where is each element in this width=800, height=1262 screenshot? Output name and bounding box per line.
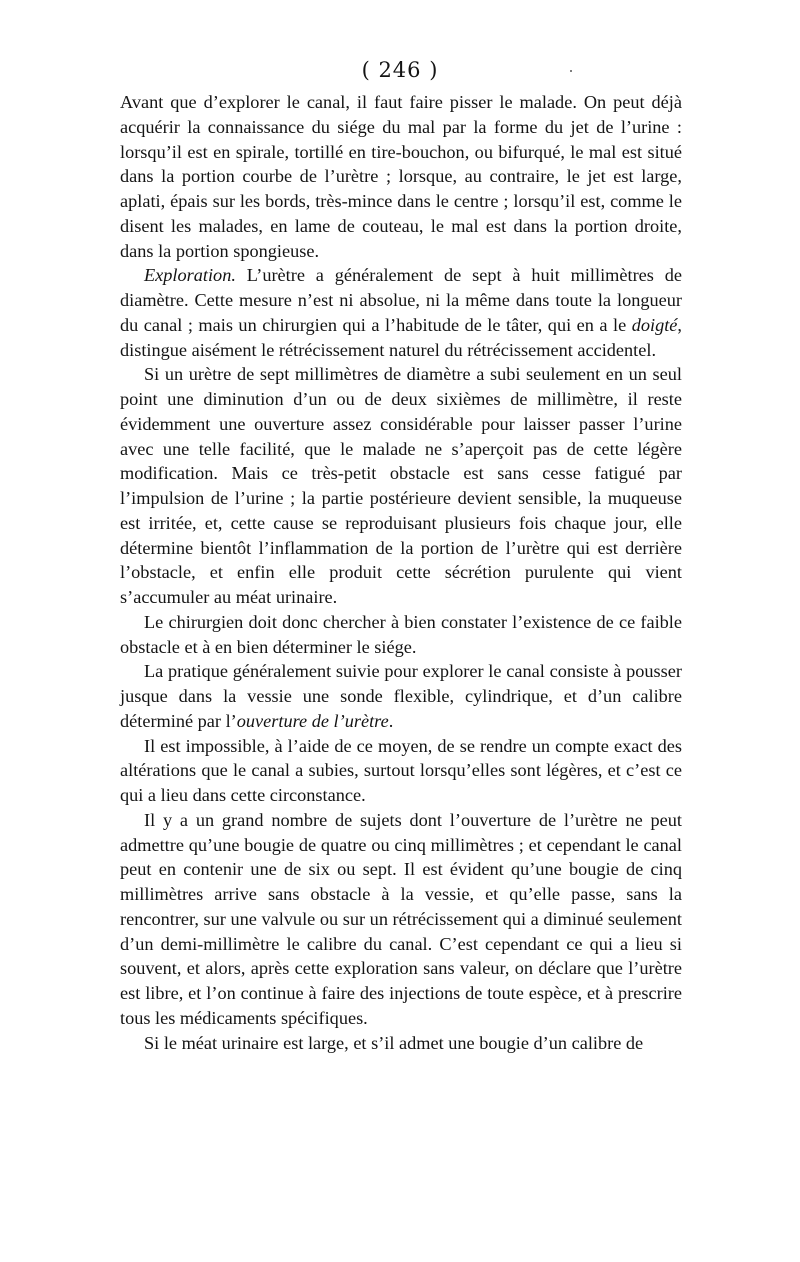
paragraph-exploration-text-a: L’urètre a généralement de sept à huit millimètres de diamètre. Cette mesure n’est ni absolue, ni la même dans toute la longueur du canal ; mais un chirurgien qui a l’habitude de le tâter, qui en a le <box>120 265 682 335</box>
paragraph-flow-of-urine: Avant que d’explorer le canal, il faut faire pisser le malade. On peut déjà acquérir la connaissance du siége du mal par la forme du jet de l’urine : lorsqu’il est en spirale, tortillé en tire-bouchon, ou bifurqué, le mal est situé dans la portion courbe de l’urètre ; lorsque, au contraire, le jet est large, aplati, épais sur les bords, très-mince dans le centre ; lorsqu’il est, comme le disent les malades, en lame de couteau, le mal est dans la portion droite, dans la portion spongieuse. <box>120 92 682 261</box>
body-text <box>120 90 682 1055</box>
emphasis-doigte: doigté <box>631 314 678 335</box>
paragraph-usual-practice <box>120 659 682 733</box>
printing-speck <box>570 70 572 72</box>
paragraph-usual-practice-text-a: La pratique généralement suivie pour explorer le canal consiste à pousser jusque dans la vessie une sonde flexible, cylindrique, et d’un calibre déterminé par l’ <box>120 661 682 731</box>
paragraph-small-obstacle: Si un urètre de sept millimètres de diamètre a subi seulement en un seul point une diminution d’un ou de deux sixièmes de millimètre, il reste évidemment une ouverture assez considérable pour laisser passer l’urine avec une telle facilité, que le malade ne s’aperçoit pas de cette légère modification. Mais ce très-petit obstacle est sans cesse fatigué par l’impulsion de l’urine ; la partie postérieure devient sensible, la muqueuse est irritée, et, cette cause se reproduisant plusieurs fois chaque jour, elle détermine bientôt l’inflammation de la portion de l’urètre qui est derrière l’obstacle, et enfin elle produit cette sécrétion purulente qui vient s’accumuler au méat urinaire. <box>120 364 682 607</box>
section-heading-exploration: Exploration. <box>144 265 236 286</box>
paragraph-exploration <box>120 263 682 362</box>
paragraph-impossible: Il est impossible, à l’aide de ce moyen, de se rendre un compte exact des altérations que le canal a subies, surtout lorsqu’elles sont légères, et c’est ce qui a lieu dans cette circonstance. <box>120 735 682 805</box>
page-number: ( 246 ) <box>361 58 439 82</box>
paragraph-usual-practice-text-b: . <box>388 710 394 731</box>
paragraph-surgeon-task: Le chirurgien doit donc chercher à bien constater l’existence de ce faible obstacle et à en bien déterminer le siége. <box>120 611 682 657</box>
paragraph-many-subjects: Il y a un grand nombre de sujets dont l’ouverture de l’urètre ne peut admettre qu’une bougie de quatre ou cinq millimètres ; et cependant le canal peut en contenir une de six ou sept. Il est évident qu’une bougie de cinq millimètres arrive sans obstacle à la vessie, et qu’elle passe, sans la rencontrer, sur une valvule ou sur un rétrécissement qui a diminué seulement d’un demi-millimètre le calibre du canal. C’est cependant ce qui a lieu si souvent, et alors, après cette exploration sans valeur, on déclare que l’urètre est libre, et l’on continue à faire des injections de toute espèce, et à prescrire tous les médicaments spécifiques. <box>120 809 682 1028</box>
paragraph-meat-urinaire: Si le méat urinaire est large, et s’il admet une bougie d’un calibre de <box>144 1032 644 1053</box>
paragraph-exploration-text-b: , distingue aisément le rétrécissement naturel du rétrécissement accidentel. <box>120 314 682 360</box>
emphasis-ouverture: ouverture de l’urètre <box>236 710 389 731</box>
